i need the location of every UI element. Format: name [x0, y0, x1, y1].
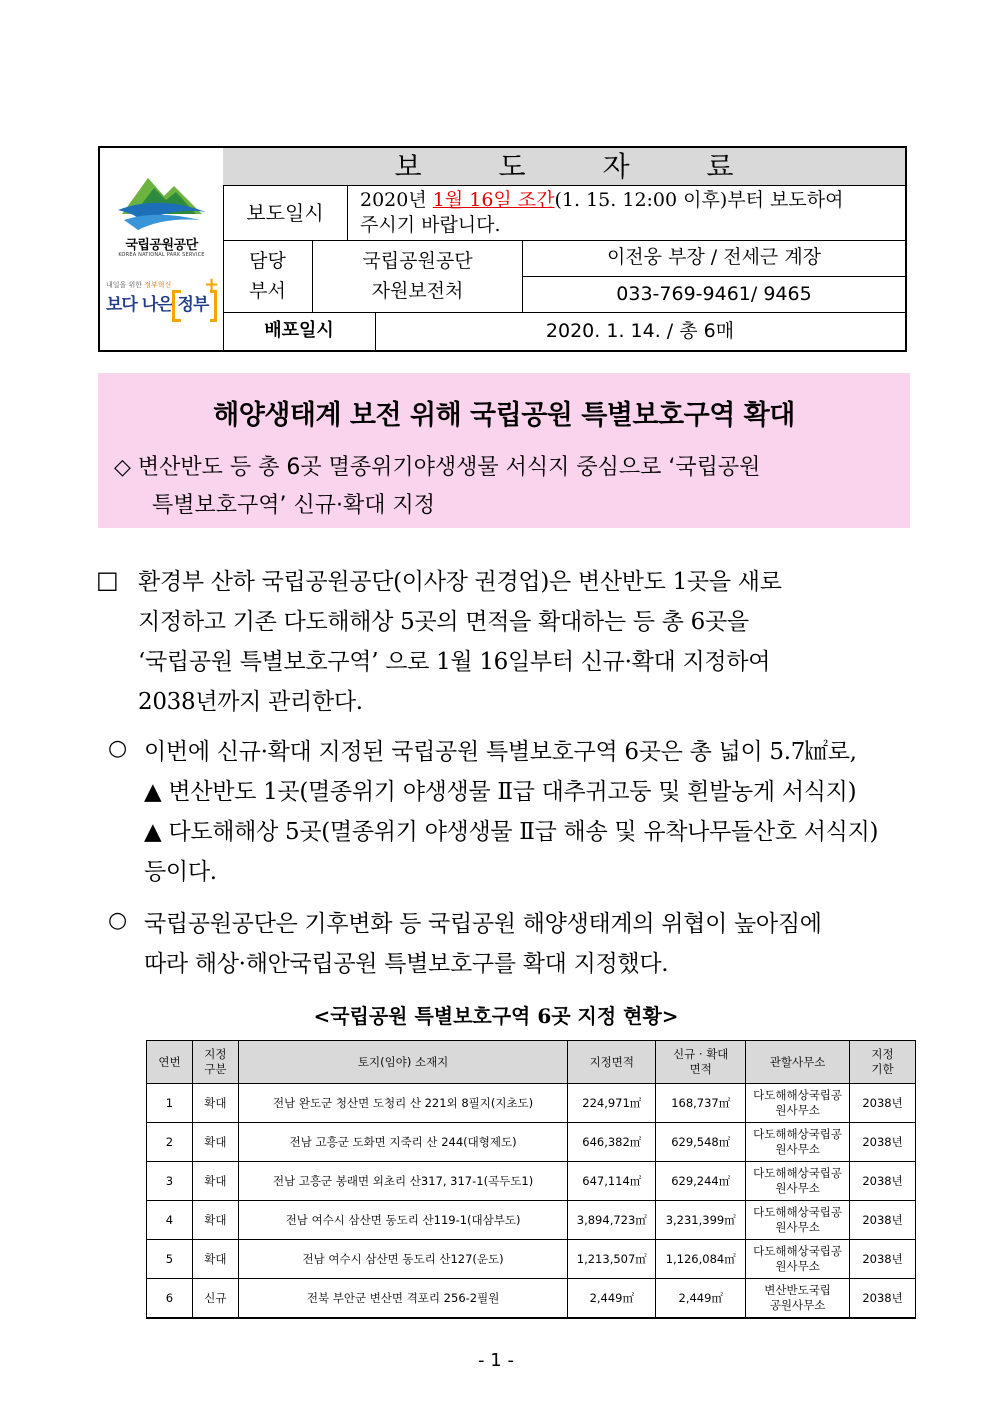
cell-new-area: 629,244㎡ — [656, 1162, 746, 1201]
org-english-name: KOREA NATIONAL PARK SERVICE — [118, 252, 205, 258]
cell-office: 변산반도국립 공원사무소 — [746, 1279, 850, 1319]
plus-icon: + — [204, 274, 220, 295]
bracket-left-icon — [172, 290, 181, 322]
table-row — [147, 1123, 916, 1162]
headline-box — [98, 373, 910, 528]
cell-new-area: 629,548㎡ — [656, 1123, 746, 1162]
press-release-header — [98, 146, 907, 352]
cell-no: 6 — [147, 1279, 193, 1319]
cell-term: 2038년 — [850, 1279, 916, 1319]
cell-location: 전남 여수시 삼산면 동도리 산127(운도) — [238, 1240, 567, 1279]
government-innovation-logo — [106, 274, 220, 332]
cell-no: 4 — [147, 1201, 193, 1240]
cell-no: 3 — [147, 1162, 193, 1201]
release-schedule: 2020년 1월 16일 조간(1. 15. 12:00 이후)부터 보도하여 주시기 바랍니다. — [360, 189, 844, 236]
release-label: 보도일시 — [223, 186, 348, 240]
cell-type: 확대 — [192, 1201, 238, 1240]
cell-type: 신규 — [192, 1279, 238, 1319]
cell-new-area: 1,126,084㎡ — [656, 1240, 746, 1279]
header-no: 연번 — [147, 1041, 193, 1084]
circle-bullet-icon: ○ — [108, 908, 128, 933]
cell-location: 전남 여수시 삼산면 동도리 산119-1(대삼부도) — [238, 1201, 567, 1240]
header-new-area: 신규 · 확대 면적 — [656, 1041, 746, 1084]
gov-slogan-big: 보다 나은 정부 — [106, 295, 209, 315]
cell-no: 2 — [147, 1123, 193, 1162]
table-row — [147, 1201, 916, 1240]
distribution-row — [223, 312, 905, 350]
cell-location: 전남 고흥군 봉래면 외초리 산317, 317-1(곡두도1) — [238, 1162, 567, 1201]
distribution-label: 배포일시 — [223, 312, 376, 350]
cell-location: 전북 부안군 변산면 격포리 256-2필원 — [238, 1279, 567, 1319]
cell-term: 2038년 — [850, 1240, 916, 1279]
cell-area: 3,894,723㎡ — [568, 1201, 656, 1240]
cell-no: 1 — [147, 1084, 193, 1123]
header-location: 토지(임야) 소재지 — [238, 1041, 567, 1084]
square-bullet-icon: □ — [96, 566, 119, 594]
cell-term: 2038년 — [850, 1084, 916, 1123]
paragraph-1: 환경부 산하 국립공원공단(이사장 권경업)은 변산반도 1곳을 새로 지정하고 기존 다도해해상 5곳의 면적을 확대하는 등 총 6곳을 ‘국립공원 특별보호구역’ 으로 1월 16일부터 신규·확대 지정하여 2038년까지 관리한다. — [138, 569, 782, 715]
header-office: 관할사무소 — [746, 1041, 850, 1084]
header-type: 지정 구분 — [192, 1041, 238, 1084]
cell-type: 확대 — [192, 1123, 238, 1162]
release-row — [223, 186, 905, 241]
table-row — [147, 1240, 916, 1279]
cell-area: 2,449㎡ — [568, 1279, 656, 1319]
cell-area: 646,382㎡ — [568, 1123, 656, 1162]
cell-location: 전남 완도군 청산면 도청리 산 221외 8필지(지초도) — [238, 1084, 567, 1123]
contact-phone: 033-769-9461/ 9465 — [616, 283, 812, 305]
table-row — [147, 1279, 916, 1319]
cell-office: 다도해해상국립공 원사무소 — [746, 1240, 850, 1279]
distribution-date: 2020. 1. 14. / 총 6매 — [545, 320, 735, 342]
cell-type: 확대 — [192, 1084, 238, 1123]
table-row — [147, 1084, 916, 1123]
headline-title: 해양생태계 보전 위해 국립공원 특별보호구역 확대 — [213, 400, 795, 431]
cell-area: 647,114㎡ — [568, 1162, 656, 1201]
cell-term: 2038년 — [850, 1162, 916, 1201]
cell-area: 1,213,507㎡ — [568, 1240, 656, 1279]
cell-term: 2038년 — [850, 1123, 916, 1162]
protected-area-table — [146, 1040, 916, 1319]
logo-cell — [100, 148, 224, 350]
contact-person: 이전웅 부장 / 전세근 계장 — [523, 240, 905, 277]
cell-type: 확대 — [192, 1162, 238, 1201]
cell-office: 다도해해상국립공 원사무소 — [746, 1084, 850, 1123]
document-title: 보 도 자 료 — [223, 148, 905, 186]
department-name: 국립공원공단 자원보전처 — [313, 240, 523, 312]
headline-subtitle: ◇ 변산반도 등 총 6곳 멸종위기야생생물 서식지 중심으로 ‘국립공원 특별보호구역’ 신규·확대 지정 — [114, 455, 761, 518]
cell-new-area: 2,449㎡ — [656, 1279, 746, 1319]
circle-bullet-icon: ○ — [108, 736, 128, 761]
cell-office: 다도해해상국립공 원사무소 — [746, 1201, 850, 1240]
table-header-row — [147, 1041, 916, 1084]
paragraph-2: 이번에 신규·확대 지정된 국립공원 특별보호구역 6곳은 총 넓이 5.7㎢로, ▲ 변산반도 1곳(멸종위기 야생생물 Ⅱ급 대추귀고둥 및 흰발농게 서식지) ▲ 다도해해상 5곳(멸종위기 야생생물 Ⅱ급 해송 및 유착나무돌산호 서식지) 등이다. — [144, 739, 879, 885]
cell-type: 확대 — [192, 1240, 238, 1279]
header-term: 지정 기한 — [850, 1041, 916, 1084]
cell-new-area: 3,231,399㎡ — [656, 1201, 746, 1240]
cell-area: 224,971㎡ — [568, 1084, 656, 1123]
table-caption: <국립공원 특별보호구역 6곳 지정 현황> — [313, 1004, 679, 1028]
department-label: 담당 부서 — [223, 240, 313, 312]
cell-term: 2038년 — [850, 1201, 916, 1240]
cell-new-area: 168,737㎡ — [656, 1084, 746, 1123]
paragraph-3: 국립공원공단은 기후변화 등 국립공원 해양생태계의 위협이 높아짐에 따라 해상·해안국립공원 특별보호구를 확대 지정했다. — [144, 911, 822, 977]
cell-location: 전남 고흥군 도화면 지죽리 산 244(대형제도) — [238, 1123, 567, 1162]
header-area: 지정면적 — [568, 1041, 656, 1084]
cell-office: 다도해해상국립공 원사무소 — [746, 1162, 850, 1201]
cell-no: 5 — [147, 1240, 193, 1279]
table-row — [147, 1162, 916, 1201]
knps-mountain-logo-icon — [114, 170, 209, 232]
cell-office: 다도해해상국립공 원사무소 — [746, 1123, 850, 1162]
page-number: - 1 - — [478, 1350, 514, 1371]
org-name: 국립공원공단 — [125, 238, 198, 253]
gov-slogan-small: 내일을 위한 정부혁신 — [106, 281, 172, 289]
department-row — [223, 240, 905, 313]
